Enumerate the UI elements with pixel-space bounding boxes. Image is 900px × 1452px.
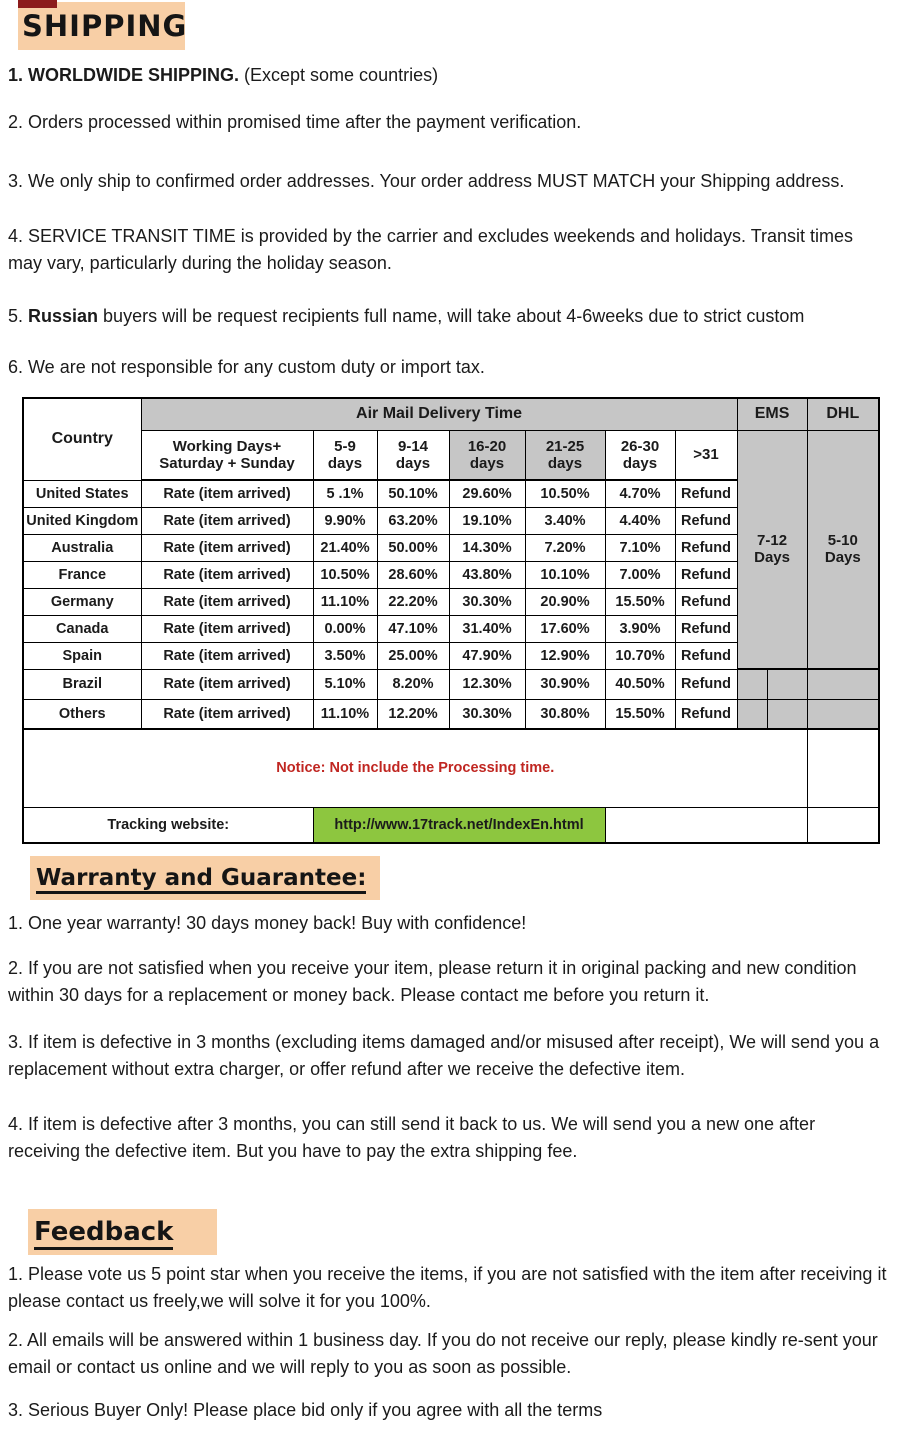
empty-cell xyxy=(737,669,767,699)
country-header-cell: Country xyxy=(23,398,141,480)
shipping-item-3: 3. We only ship to confirmed order addresses. Your order address MUST MATCH your Shipping address. xyxy=(8,171,845,191)
value-cell: 20.90% xyxy=(525,588,605,615)
rate-cell: Rate (item arrived) xyxy=(141,669,313,699)
shipping-title-label: SHIPPING xyxy=(22,9,188,43)
value-cell: 63.20% xyxy=(377,507,449,534)
rate-cell: Rate (item arrived) xyxy=(141,699,313,729)
value-cell: 3.90% xyxy=(605,615,675,642)
empty-cell xyxy=(807,699,879,729)
empty-cell xyxy=(767,699,807,729)
shipping-item-5-prefix: 5. xyxy=(8,306,29,326)
warranty-item-1: 1. One year warranty! 30 days money back! Buy with confidence! xyxy=(8,913,527,933)
country-cell: Others xyxy=(23,699,141,729)
delivery-time-table xyxy=(22,397,880,844)
value-cell: 28.60% xyxy=(377,561,449,588)
value-cell: Refund xyxy=(675,561,737,588)
feedback-item-1: 1. Please vote us 5 point star when you receive the items, if you are not satisfied with the item after receiving it please contact us freely,we will solve it for you 100%. xyxy=(8,1264,887,1311)
value-cell: 11.10% xyxy=(313,699,377,729)
value-cell: Refund xyxy=(675,669,737,699)
feedback-title-label: Feedback xyxy=(34,1217,173,1250)
shipping-item-4: 4. SERVICE TRANSIT TIME is provided by the carrier and excludes weekends and holidays. Transit times may vary, particularly during the holiday season. xyxy=(8,226,854,273)
shipping-item-1-rest: (Except some countries) xyxy=(239,65,439,85)
value-cell: Refund xyxy=(675,699,737,729)
value-cell: 7.00% xyxy=(605,561,675,588)
value-cell: 22.20% xyxy=(377,588,449,615)
warranty-item-4: 4. If item is defective after 3 months, you can still send it back to us. We will send you a new one after receiving the defective item. But you have to pay the extra shipping fee. xyxy=(8,1114,816,1161)
shipping-item-5-bold: Russian xyxy=(28,306,99,326)
value-cell: 10.70% xyxy=(605,642,675,669)
dhl-days-cell: 5-10 Days xyxy=(807,430,879,669)
warranty-section xyxy=(0,844,900,1165)
country-cell: France xyxy=(23,561,141,588)
ems-header-cell: EMS xyxy=(737,398,807,430)
ems-days-cell: 7-12 Days xyxy=(737,430,807,669)
value-cell: 30.30% xyxy=(449,699,525,729)
value-cell: Refund xyxy=(675,507,737,534)
rate-cell: Rate (item arrived) xyxy=(141,615,313,642)
dhl-header-cell: DHL xyxy=(807,398,879,430)
empty-cell xyxy=(807,729,879,807)
value-cell: 5.10% xyxy=(313,669,377,699)
tracking-row xyxy=(23,807,879,843)
table-header-row-2 xyxy=(23,430,879,480)
shipping-item-1 xyxy=(0,62,900,89)
empty-cell xyxy=(605,807,807,843)
shipping-item-1-bold: 1. WORLDWIDE SHIPPING. xyxy=(8,65,240,85)
value-cell: 0.00% xyxy=(313,615,377,642)
shipping-item-2: 2. Orders processed within promised time after the payment verification. xyxy=(8,112,582,132)
value-cell: 12.20% xyxy=(377,699,449,729)
feedback-section xyxy=(0,1165,900,1424)
value-cell: Refund xyxy=(675,588,737,615)
value-cell: 7.10% xyxy=(605,534,675,561)
rate-cell: Rate (item arrived) xyxy=(141,642,313,669)
value-cell: 50.00% xyxy=(377,534,449,561)
notice-text: Notice: Not include the Processing time. xyxy=(23,729,807,807)
range-header-cell: 26-30 days xyxy=(605,430,675,480)
top-red-strip xyxy=(18,0,57,8)
value-cell: 47.10% xyxy=(377,615,449,642)
table-row xyxy=(23,669,879,699)
country-cell: United Kingdom xyxy=(23,507,141,534)
range-header-cell: >31 xyxy=(675,430,737,480)
rate-cell: Rate (item arrived) xyxy=(141,534,313,561)
rate-cell: Rate (item arrived) xyxy=(141,480,313,507)
value-cell: 50.10% xyxy=(377,480,449,507)
value-cell: 12.90% xyxy=(525,642,605,669)
range-header-cell: 5-9 days xyxy=(313,430,377,480)
shipping-item-5-rest: buyers will be request recipients full name, will take about 4-6weeks due to strict custom xyxy=(98,306,805,326)
rate-cell: Rate (item arrived) xyxy=(141,561,313,588)
value-cell: 43.80% xyxy=(449,561,525,588)
value-cell: 7.20% xyxy=(525,534,605,561)
value-cell: 19.10% xyxy=(449,507,525,534)
warranty-title xyxy=(30,856,380,900)
feedback-item-2: 2. All emails will be answered within 1 business day. If you do not receive our reply, please kindly re-sent your email or contact us online and we will reply to you as soon as possible. xyxy=(8,1330,878,1377)
value-cell: Refund xyxy=(675,534,737,561)
table-header-row-1 xyxy=(23,398,879,430)
empty-cell xyxy=(737,699,767,729)
range-header-cell: 9-14 days xyxy=(377,430,449,480)
value-cell: 11.10% xyxy=(313,588,377,615)
empty-cell xyxy=(807,669,879,699)
rate-cell: Rate (item arrived) xyxy=(141,588,313,615)
value-cell: Refund xyxy=(675,480,737,507)
value-cell: 15.50% xyxy=(605,699,675,729)
value-cell: 25.00% xyxy=(377,642,449,669)
value-cell: 29.60% xyxy=(449,480,525,507)
value-cell: 12.30% xyxy=(449,669,525,699)
value-cell: 17.60% xyxy=(525,615,605,642)
feedback-item-3: 3. Serious Buyer Only! Please place bid only if you agree with all the terms xyxy=(8,1400,603,1420)
shipping-section xyxy=(0,0,900,381)
country-cell: Spain xyxy=(23,642,141,669)
value-cell: 31.40% xyxy=(449,615,525,642)
value-cell: 4.40% xyxy=(605,507,675,534)
empty-cell xyxy=(767,669,807,699)
country-cell: Australia xyxy=(23,534,141,561)
working-days-header-cell: Working Days+ Saturday + Sunday xyxy=(141,430,313,480)
value-cell: 21.40% xyxy=(313,534,377,561)
value-cell: 14.30% xyxy=(449,534,525,561)
warranty-item-2: 2. If you are not satisfied when you receive your item, please return it in original packing and new condition within 30 days for a replacement or money back. Please contact me before you return it. xyxy=(8,958,857,1005)
country-cell: United States xyxy=(23,480,141,507)
value-cell: 3.40% xyxy=(525,507,605,534)
value-cell: 30.80% xyxy=(525,699,605,729)
table-row xyxy=(23,699,879,729)
country-cell: Canada xyxy=(23,615,141,642)
value-cell: 15.50% xyxy=(605,588,675,615)
range-header-cell: 16-20 days xyxy=(449,430,525,480)
value-cell: 9.90% xyxy=(313,507,377,534)
value-cell: 10.50% xyxy=(313,561,377,588)
warranty-title-label: Warranty and Guarantee: xyxy=(36,865,366,894)
notice-row xyxy=(23,729,879,807)
air-mail-header-cell: Air Mail Delivery Time xyxy=(141,398,737,430)
value-cell: 5 .1% xyxy=(313,480,377,507)
value-cell: 30.30% xyxy=(449,588,525,615)
value-cell: 10.10% xyxy=(525,561,605,588)
tracking-website-label: Tracking website: xyxy=(23,807,313,843)
value-cell: Refund xyxy=(675,642,737,669)
shipping-item-5 xyxy=(0,303,900,330)
country-cell: Brazil xyxy=(23,669,141,699)
value-cell: 40.50% xyxy=(605,669,675,699)
shipping-title xyxy=(18,2,188,50)
tracking-website-link[interactable]: http://www.17track.net/IndexEn.html xyxy=(313,807,605,843)
value-cell: 30.90% xyxy=(525,669,605,699)
feedback-title xyxy=(28,1209,217,1255)
shipping-item-6: 6. We are not responsible for any custom duty or import tax. xyxy=(8,357,485,377)
value-cell: 10.50% xyxy=(525,480,605,507)
warranty-item-3: 3. If item is defective in 3 months (excluding items damaged and/or misused after receipt), We will send you a replacement without extra charger, or offer refund after we receive the defective item. xyxy=(8,1032,880,1079)
value-cell: 3.50% xyxy=(313,642,377,669)
value-cell: 4.70% xyxy=(605,480,675,507)
empty-cell xyxy=(807,807,879,843)
range-header-cell: 21-25 days xyxy=(525,430,605,480)
value-cell: 47.90% xyxy=(449,642,525,669)
rate-cell: Rate (item arrived) xyxy=(141,507,313,534)
value-cell: Refund xyxy=(675,615,737,642)
value-cell: 8.20% xyxy=(377,669,449,699)
country-cell: Germany xyxy=(23,588,141,615)
